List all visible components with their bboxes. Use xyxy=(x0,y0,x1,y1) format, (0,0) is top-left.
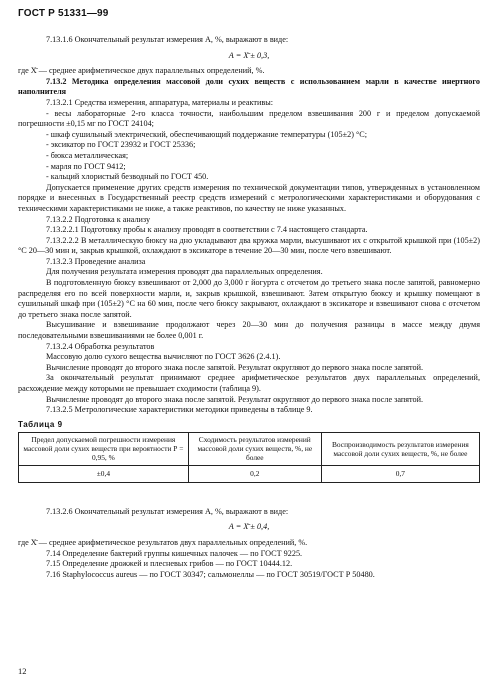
equipment-item-scales: - весы лабораторные 2-го класса точности, наибольшим пределом взвешивания 200 г и пределом допускаемой погрешности ±0,15 мг по ГОСТ 24104; xyxy=(18,108,480,129)
metrology-table xyxy=(18,432,480,483)
page-number: 12 xyxy=(18,666,27,676)
clause-7-13-2-3: 7.13.2.3 Проведение анализа xyxy=(46,256,146,266)
table-header-cell: Сходимость результатов измерений массовой доли сухих веществ, %, не более xyxy=(188,432,321,465)
analysis-procedure: В подготовленную бюксу взвешивают от 2,000 до 3,000 г йогурта с отсчетом до третьего знака после запятой, равномерно распределяя его по всей поверхности марли, и, закрыв крышкой, взвешивают. Затем открытую бюксу и крышку помещают в сушильный шкаф при (105±2) °С на 60 мин, после чего бюксу закрывают, охлаждают в эксикаторе и взвешивают снова с отсчетом до третьего знака после запятой. xyxy=(18,278,480,319)
formula-legend-2: где Х̄ — среднее арифметическое результатов двух параллельных определений, %. xyxy=(18,537,308,547)
table-header-cell: Воспроизводимость результатов измерения массовой доли сухих веществ, %, не более xyxy=(321,432,479,465)
table-cell: 0,7 xyxy=(321,465,479,482)
clause-7-13-2-1: 7.13.2.1 Средства измерения, аппаратура, материалы и реактивы: xyxy=(46,97,273,107)
clause-7-13-2-2-2: 7.13.2.2.2 В металлическую бюксу на дно укладывают два кружка марли, высушивают их с открытой крышкой при (105±2) °С 20—30 мин и, закрыв крышкой, охлаждают в эксикаторе в течение 20—30 мин, после чего взвешивают. xyxy=(18,235,480,256)
formula-result-2: А = Х̄ ± 0,4, xyxy=(228,522,270,532)
formula-result-1: А = Х̄ ± 0,3, xyxy=(228,50,270,60)
analysis-intro: Для получения результата измерения проводят два параллельных определения. xyxy=(46,267,323,277)
table-caption: Таблица 9 xyxy=(18,419,63,429)
processing-rounding-1: Вычисление проводят до второго знака после запятой. Результат округляют до первого знака после запятой. xyxy=(46,362,424,372)
clause-7-13-2-4: 7.13.2.4 Обработка результатов xyxy=(46,341,155,351)
clause-7-13-1-6: 7.13.1.6 Окончательный результат измерения А, %, выражают в виде: xyxy=(46,35,289,44)
clause-7-13-2-2: 7.13.2.2 Подготовка к анализу xyxy=(46,214,151,224)
table-header-cell: Предел допускаемой погрешности измерения массовой доли сухих веществ при вероятности Р = 0,95, % xyxy=(19,432,189,465)
clause-7-13-2-heading: 7.13.2 Методика определения массовой доли сухих веществ с использованием марли в качестве инертного наполнителя xyxy=(18,76,480,97)
clause-7-16: 7.16 Staphylococcus aureus — по ГОСТ 30347; сальмонеллы — по ГОСТ 30519/ГОСТ Р 50480. xyxy=(46,569,375,579)
table-header-row xyxy=(19,432,480,465)
standard-header: ГОСТ Р 51331—99 xyxy=(18,8,109,19)
equipment-item-oven: - шкаф сушильный электрический, обеспечивающий поддержание температуры (105±2) °С; xyxy=(46,129,367,139)
equipment-item-gauze: - марля по ГОСТ 9412; xyxy=(46,161,126,171)
processing-final-result: За окончательный результат принимают среднее арифметическое результатов двух параллельных определений, расхождение между которыми не превышает сходимости (таблица 9). xyxy=(18,373,480,393)
formula-legend-1: где Х̄ — среднее арифметическое двух параллельных определений, %. xyxy=(18,66,265,76)
analysis-drying: Высушивание и взвешивание продолжают через 20—30 мин до получения разницы в массе между двумя последовательными взвешиваниями не более 0,001 г. xyxy=(18,320,480,341)
equipment-note: Допускается применение других средств измерения по технической документации типов, утвержденных в установленном порядке и внесенных в Государственный реестр средств измерений с метрологическими характеристиками и оборудования с техническими характеристиками не ниже, а также реактивов, по качеству не ниже указанных. xyxy=(18,182,480,213)
clause-7-13-2-2-1: 7.13.2.2.1 Подготовку пробы к анализу проводят в соответствии с 7.4 настоящего стандарта. xyxy=(46,225,368,235)
clause-7-13-2-6: 7.13.2.6 Окончательный результат измерения А, %, выражают в виде: xyxy=(46,506,289,516)
clause-7-13-2-5: 7.13.2.5 Метрологические характеристики методики приведены в таблице 9. xyxy=(46,405,313,415)
table-cell: ±0,4 xyxy=(19,465,189,482)
processing-formula-ref: Массовую долю сухого вещества вычисляют по ГОСТ 3626 (2.4.1). xyxy=(46,352,281,362)
processing-rounding-2: Вычисление проводят до второго знака после запятой. Результат округляют до первого знака после запятой. xyxy=(46,394,424,404)
equipment-item-calcium-chloride: - кальций хлористый безводный по ГОСТ 450. xyxy=(46,172,209,182)
clause-7-14: 7.14 Определение бактерий группы кишечных палочек — по ГОСТ 9225. xyxy=(46,548,303,558)
equipment-item-desiccator: - эксикатор по ГОСТ 23932 и ГОСТ 25336; xyxy=(46,140,196,150)
table-row xyxy=(19,465,480,482)
clause-7-15: 7.15 Определение дрожжей и плесневых грибов — по ГОСТ 10444.12. xyxy=(46,559,293,569)
table-cell: 0,2 xyxy=(188,465,321,482)
equipment-item-weighing-bottle: - бюкса металлическая; xyxy=(46,150,129,160)
